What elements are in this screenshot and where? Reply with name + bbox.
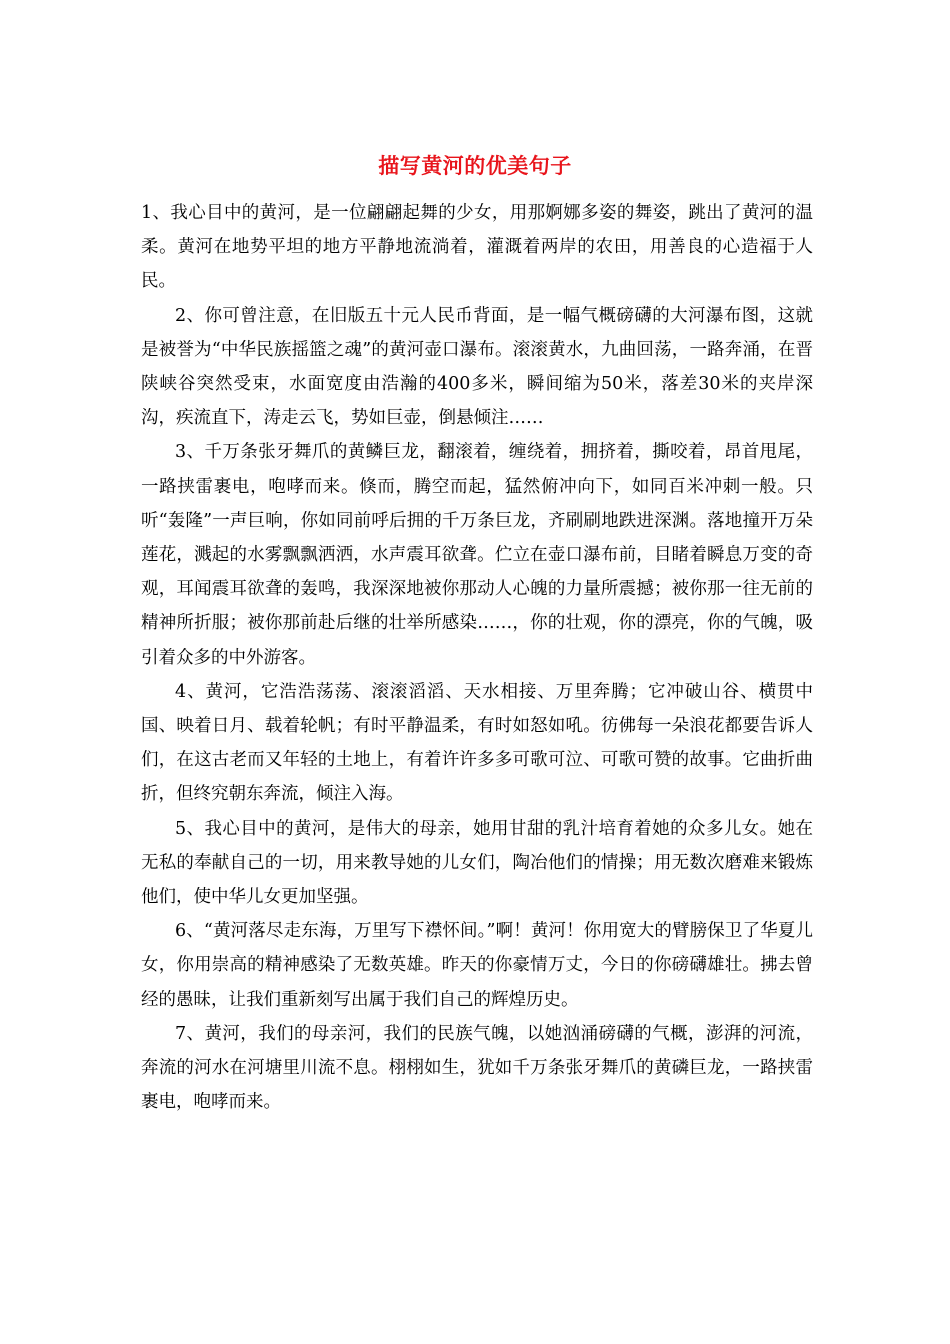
paragraph-5: 5、我心目中的黄河，是伟大的母亲，她用甘甜的乳汁培育着她的众多儿女。她在无私的奉献自己的一切，用来教导她的儿女们，陶冶他们的情操；用无数次磨难来锻炼他们，使中华儿女更加坚强。 [141, 818, 813, 908]
paragraph-3: 3、千万条张牙舞爪的黄鳞巨龙，翻滚着，缠绕着，拥挤着，撕咬着，昂首甩尾，一路挟雷裹电，咆哮而来。倏而，腾空而起，猛然俯冲向下，如同百米冲刺一般。只听“轰隆”一声巨响，你如同前呼后拥的千万条巨龙，齐刷刷地跌进深渊。落地撞开万朵莲花，溅起的水雾飘飘洒洒，水声震耳欲聋。伫立在壶口瀑布前，目睹着瞬息万变的奇观，耳闻震耳欲聋的轰鸣，我深深地被你那动人心魄的力量所震撼；被你那一往无前的精神所折服；被你那前赴后继的壮举所感染……，你的壮观，你的漂亮，你的气魄，吸引着众多的中外游客。 [141, 442, 813, 668]
page-title: 描写黄河的优美句子 [378, 153, 572, 178]
paragraph-1: 1、我心目中的黄河，是一位翩翩起舞的少女，用那婀娜多姿的舞姿，跳出了黄河的温柔。黄河在地势平坦的地方平静地流淌着，灌溉着两岸的农田，用善良的心造福于人民。 [141, 203, 813, 292]
paragraph-6: 6、“黄河落尽走东海，万里写下襟怀间。”啊！黄河！你用宽大的臂膀保卫了华夏儿女，你用崇高的精神感染了无数英雄。昨天的你豪情万丈，今日的你磅礴雄壮。拂去曾经的愚昧，让我们重新刻写出属于我们自己的辉煌历史。 [141, 921, 813, 1010]
paragraph-7: 7、黄河，我们的母亲河，我们的民族气魄，以她汹涌磅礴的气概，澎湃的河流，奔流的河水在河塘里川流不息。栩栩如生，犹如千万条张牙舞爪的黄磷巨龙，一路挟雷裹电，咆哮而来。 [141, 1023, 813, 1113]
paragraph-4: 4、黄河，它浩浩荡荡、滚滚滔滔、天水相接、万里奔腾；它冲破山谷、横贯中国、映着日月、载着轮帆；有时平静温柔，有时如怒如吼。彷佛每一朵浪花都要告诉人们，在这古老而又年轻的土地上，有着许许多多可歌可泣、可歌可赞的故事。它曲折曲折，但终究朝东奔流，倾注入海。 [141, 681, 813, 805]
paragraph-2: 2、你可曾注意，在旧版五十元人民币背面，是一幅气概磅礴的大河瀑布图，这就是被誉为“中华民族摇篮之魂”的黄河壶口瀑布。滚滚黄水，九曲回荡，一路奔涌，在晋陕峡谷突然受束，水面宽度由浩瀚的400多米，瞬间缩为50米，落差30米的夹岸深沟，疾流直下，涛走云飞，势如巨壶，倒悬倾注…… [141, 305, 813, 429]
document-body [141, 196, 813, 1119]
